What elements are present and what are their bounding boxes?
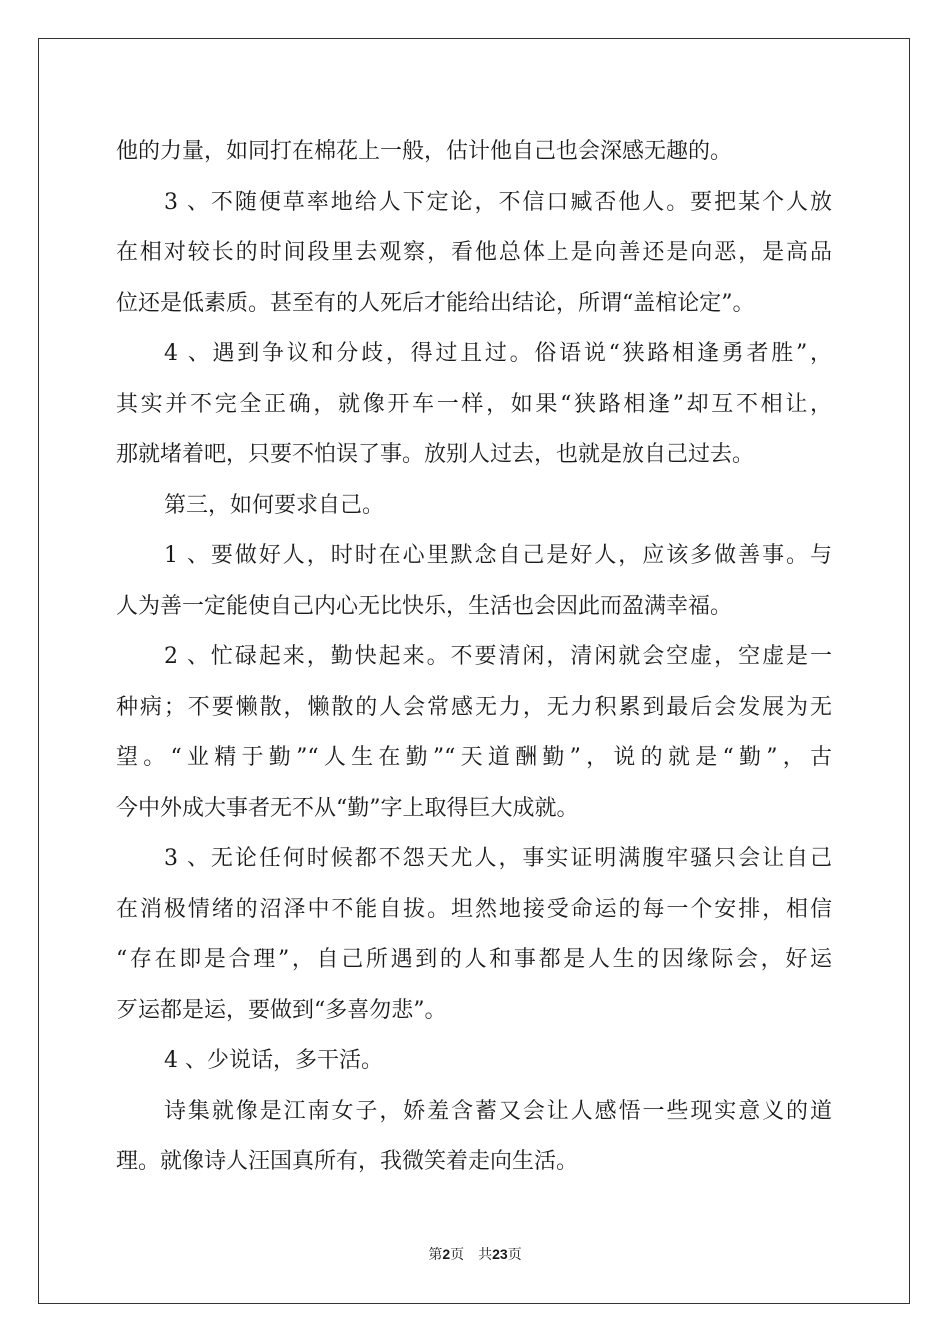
text-line: 诗集就像是江南女子，娇羞含蓄又会让人感悟一些现实意义的道	[164, 1098, 832, 1124]
text-line: 1 、要做好人，时时在心里默念自己是好人，应该多做善事。与	[164, 543, 832, 568]
text-line: 那就堵着吧，只要不怕误了事。放别人过去，也就是放自己过去。	[116, 442, 755, 467]
text-line: 2 、忙碌起来，勤快起来。不要清闲，清闲就会空虚，空虚是一	[164, 644, 832, 669]
page-suffix: 页	[450, 1247, 465, 1263]
text-line: 望。“业精于勤”“人生在勤”“天道酬勤”，说的就是“勤”，古	[116, 745, 832, 770]
text-line: 在相对较长的时间段里去观察，看他总体上是向善还是向恶，是高品	[116, 240, 832, 265]
text-line: 其实并不完全正确，就像开车一样，如果“狭路相逢”却互不相让，	[116, 391, 832, 417]
text-line: 人为善一定能使自己内心无比快乐，生活也会因此而盈满幸福。	[116, 593, 733, 619]
text-line: 歹运都是运，要做到“多喜勿悲”。	[116, 997, 447, 1023]
text-line: 3 、不随便草率地给人下定论，不信口臧否他人。要把某个人放	[164, 189, 832, 215]
page-footer	[0, 1244, 950, 1264]
text-line: 理。就像诗人汪国真所有，我微笑着走向生活。	[116, 1149, 579, 1174]
total-pages: 23	[492, 1246, 508, 1262]
text-line: 第三，如何要求自己。	[164, 492, 385, 518]
text-line: 位还是低素质。甚至有的人死后才能给出结论，所谓“盖棺论定”。	[116, 290, 755, 316]
text-line: 4 、遇到争议和分歧，得过且过。俗语说“狭路相逢勇者胜”，	[164, 341, 832, 366]
page-prefix: 第	[428, 1247, 443, 1263]
text-line: 今中外成大事者无不从“勤”字上取得巨大成就。	[116, 795, 579, 821]
text-line: 种病；不要懒散，懒散的人会常感无力，无力积累到最后会发展为无	[116, 694, 832, 720]
total-suffix: 页	[507, 1247, 522, 1263]
total-prefix: 共	[478, 1247, 493, 1263]
document-body	[116, 127, 832, 1188]
text-line: 他的力量，如同打在棉花上一般，估计他自己也会深感无趣的。	[116, 139, 733, 164]
text-line: 在消极情绪的沼泽中不能自拔。坦然地接受命运的每一个安排，相信	[116, 896, 832, 922]
text-line: 4 、少说话，多干活。	[164, 1048, 383, 1073]
text-line: “存在即是合理”，自己所遇到的人和事都是人生的因缘际会，好运	[116, 947, 832, 972]
page-number: 2	[442, 1246, 451, 1262]
text-line: 3 、无论任何时候都不怨天尤人，事实证明满腹牢骚只会让自己	[164, 846, 832, 871]
